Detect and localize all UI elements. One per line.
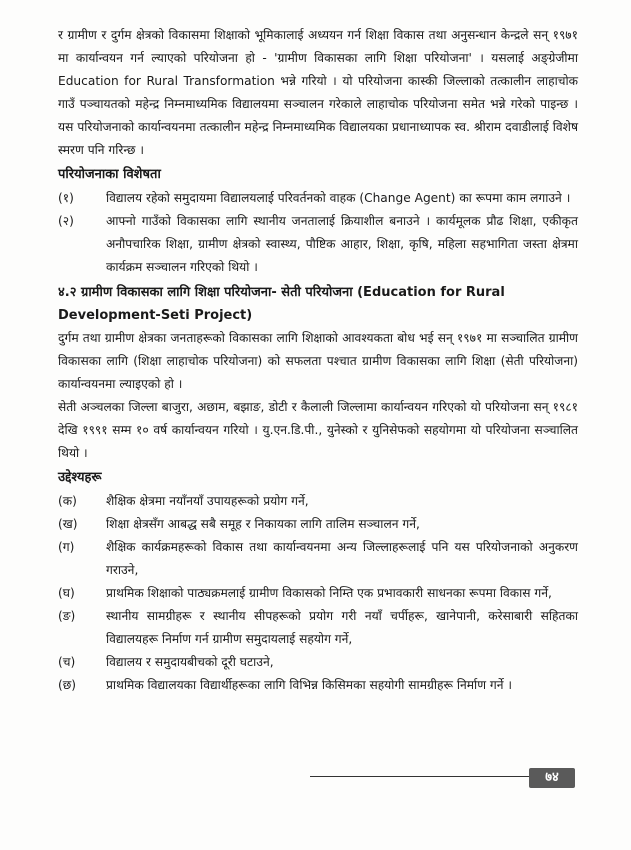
list-item xyxy=(58,187,578,210)
list-item-number: (ग) xyxy=(58,540,75,554)
objectives-heading: उद्देश्यहरू xyxy=(58,470,102,485)
list-item-text: विद्यालय र समुदायबीचको दूरी घटाउने, xyxy=(106,655,274,669)
list-item-text: विद्यालय रहेको समुदायमा विद्यालयलाई परिवर्तनको वाहक (Change Agent) का रूपमा काम लगाउने । xyxy=(106,191,571,205)
list-item-text: स्थानीय सामग्रीहरू र स्थानीय सीपहरूको प्रयोग गरी नयाँ चर्पीहरू, खानेपानी, करेसाबारी सहितका विद्यालयहरू निर्माण गर्न ग्रामीण समुदायलाई सहयोग गर्ने, xyxy=(106,609,578,646)
list-item-text: आफ्नो गाउँको विकासका लागि स्थानीय जनतालाई क्रियाशील बनाउने । कार्यमूलक प्रौढ शिक्षा, एकीकृत अनौपचारिक शिक्षा, ग्रामीण क्षेत्रको स्वास्थ्य, पौष्टिक आहार, शिक्षा, कृषि, महिला सहभागिता जस्ता क्षेत्रमा कार्यक्रम सञ्चालन गरिएको थियो । xyxy=(106,214,578,274)
footer-rule xyxy=(310,776,535,777)
page-footer xyxy=(310,768,575,788)
list-item-text: प्राथमिक शिक्षाको पाठ्यक्रमलाई ग्रामीण विकासको निम्ति एक प्रभावकारी साधनका रूपमा विकास गर्ने, xyxy=(106,586,552,600)
list-item-number: (क) xyxy=(58,494,77,508)
list-item xyxy=(58,582,578,605)
list-item-number: (२) xyxy=(58,214,74,228)
list-item xyxy=(58,605,578,651)
seti-paragraph-2: सेती अञ्चलका जिल्ला बाजुरा, अछाम, बझाङ, डोटी र कैलाली जिल्लामा कार्यान्वयन गरिएको यो परियोजना सन् १९८१ देखि १९९१ सम्म १० वर्ष कार्यान्वयन गरियो । यु.एन.डि.पी., युनेस्को र युनिसेफको सहयोगमा यो परियोजना सञ्चालित थियो । xyxy=(58,400,578,460)
features-list xyxy=(58,187,578,279)
list-item xyxy=(58,210,578,279)
list-item-number: (१) xyxy=(58,191,74,205)
list-item xyxy=(58,513,578,536)
objectives-list xyxy=(58,490,578,697)
page-number: ७४ xyxy=(529,768,575,788)
intro-paragraph: र ग्रामीण र दुर्गम क्षेत्रको विकासमा शिक्षाको भूमिकालाई अध्ययन गर्न शिक्षा विकास तथा अनुसन्धान केन्द्रले सन् १९७१ मा कार्यान्वयन गर्न ल्याएको परियोजना हो - 'ग्रामीण विकासका लागि शिक्षा परियोजना' । यसलाई अङ्ग्रेजीमा Education for Rural Transformation भन्ने गरियो । यो परियोजना कास्की जिल्लाको तत्कालीन लाहाचोक गाउँ पञ्चायतको महेन्द्र निम्नमाध्यमिक विद्यालयमा सञ्चालन गरेकाले लाहाचोक परियोजना समेत भन्ने गरेको पाइन्छ । यस परियोजनाको कार्यान्वयनमा तत्कालीन महेन्द्र निम्नमाध्यमिक विद्यालयका प्रधानाध्यापक स्व. श्रीराम दवाडीलाई विशेष स्मरण पनि गरिन्छ । xyxy=(58,28,578,157)
list-item-number: (घ) xyxy=(58,586,75,600)
list-item-text: शिक्षा क्षेत्रसँग आबद्ध सबै समूह र निकायका लागि तालिम सञ्चालन गर्ने, xyxy=(106,517,420,531)
list-item xyxy=(58,651,578,674)
section-title: ४.२ ग्रामीण विकासका लागि शिक्षा परियोजना- सेती परियोजना (Education for Rural Development-Seti Project) xyxy=(58,285,505,323)
list-item xyxy=(58,490,578,513)
features-heading: परियोजनाका विशेषता xyxy=(58,167,161,182)
list-item xyxy=(58,674,578,697)
list-item-number: (ख) xyxy=(58,517,78,531)
list-item-text: शैक्षिक क्षेत्रमा नयाँनयाँ उपायहरूको प्रयोग गर्ने, xyxy=(106,494,309,508)
list-item-number: (च) xyxy=(58,655,76,669)
list-item-number: (ङ) xyxy=(58,609,76,623)
list-item-number: (छ) xyxy=(58,678,77,692)
seti-paragraph-1: दुर्गम तथा ग्रामीण क्षेत्रका जनताहरूको विकासका लागि शिक्षाको आवश्यकता बोध भई सन् १९७१ मा सञ्चालित ग्रामीण विकासका लागि (शिक्षा लाहाचोक परियोजना) को सफलता पश्चात ग्रामीण विकासका लागि शिक्षा (सेती परियोजना) कार्यान्वयनमा ल्याइएको हो । xyxy=(58,331,578,391)
list-item-text: प्राथमिक विद्यालयका विद्यार्थीहरूका लागि विभिन्न किसिमका सहयोगी सामग्रीहरू निर्माण गर्ने । xyxy=(106,678,512,692)
page-content xyxy=(58,24,578,697)
list-item xyxy=(58,536,578,582)
list-item-text: शैक्षिक कार्यक्रमहरूको विकास तथा कार्यान्वयनमा अन्य जिल्लाहरूलाई पनि यस परियोजनाको अनुकरण गराउने, xyxy=(106,540,578,577)
